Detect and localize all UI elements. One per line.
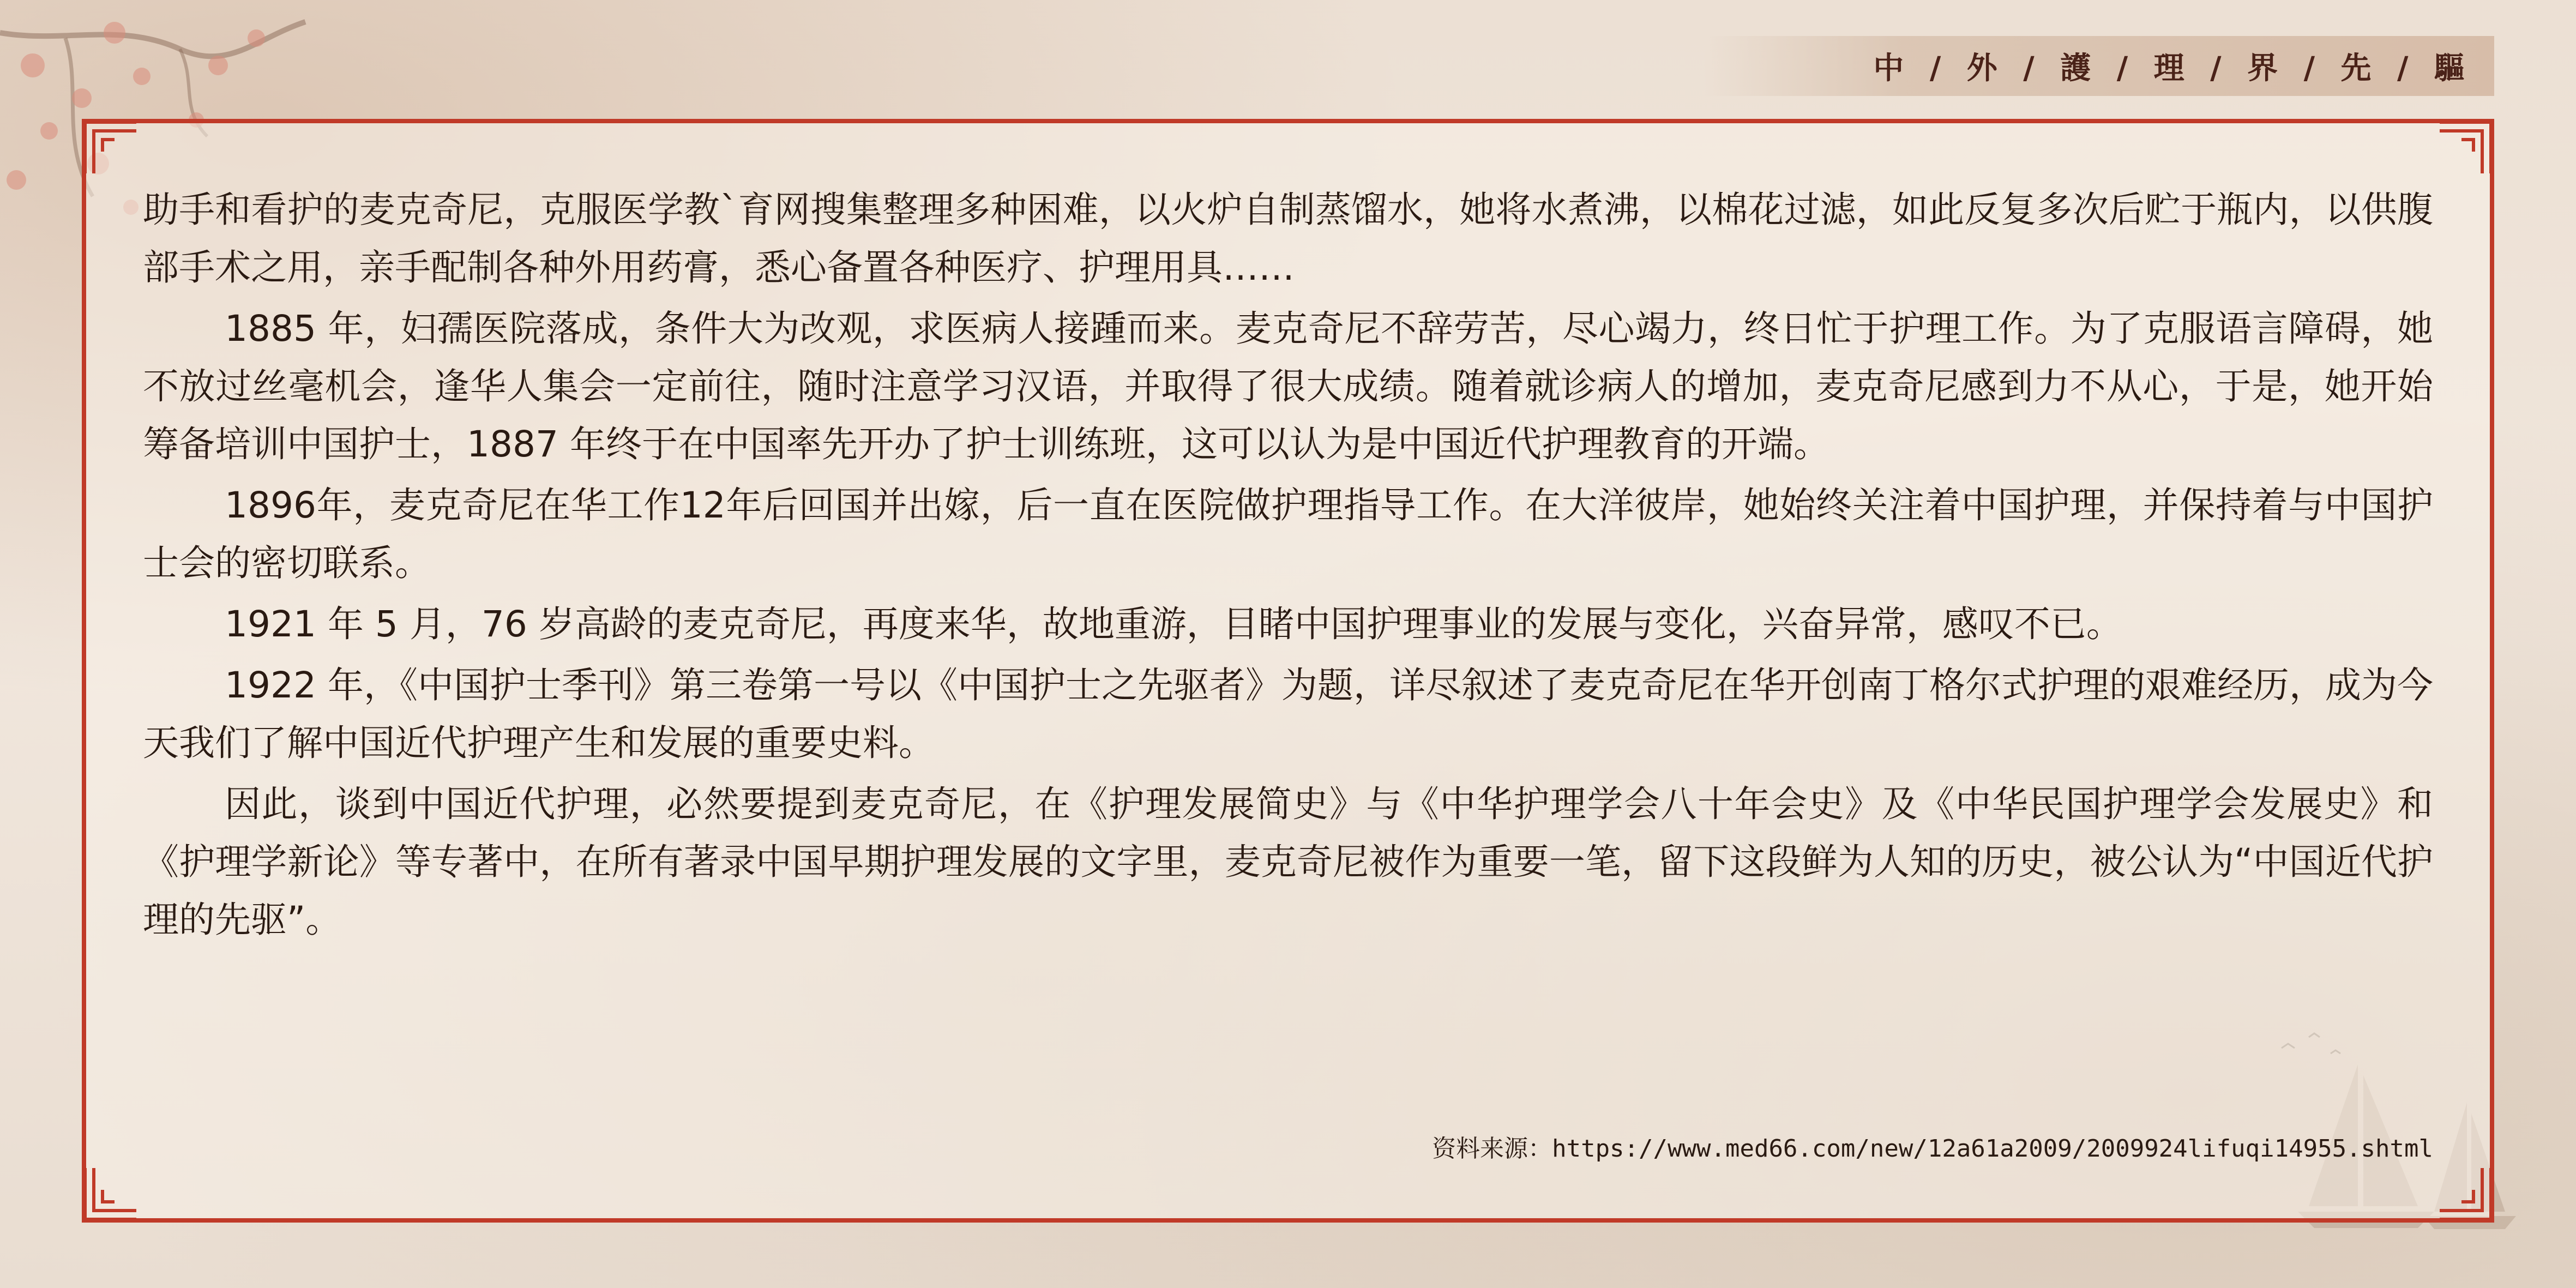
frame-corner-ornament xyxy=(2434,1163,2494,1223)
paragraph: 因此，谈到中国近代护理，必然要提到麦克奇尼，在《护理发展简史》与《中华护理学会八十年会史》及《中华民国护理学会发展史》和《护理学新论》等专著中，在所有著录中国早期护理发展的文字里，麦克奇尼被作为重要一笔，留下这段鲜为人知的历史，被公认为“中国近代护理的先驱”。 xyxy=(143,783,2433,941)
header-band xyxy=(1704,36,2494,96)
frame-corner-ornament xyxy=(82,1163,142,1223)
paragraph: 1885 年，妇孺医院落成，条件大为改观，求医病人接踵而来。麦克奇尼不辞劳苦，尽心竭力，终日忙于护理工作。为了克服语言障碍，她不放过丝毫机会，逢华人集会一定前往，随时注意学习汉语，并取得了很大成绩。随着就诊病人的增加，麦克奇尼感到力不从心，于是，她开始筹备培训中国护士，1887 年终于在中国率先开办了护士训练班，这可以认为是中国近代护理教育的开端。 xyxy=(143,308,2433,465)
paragraph: 1921 年 5 月，76 岁高龄的麦克奇尼，再度来华，故地重游，目睹中国护理事业的发展与变化，兴奋异常，感叹不已。 xyxy=(225,603,2122,645)
source-citation: 资料来源：https://www.med66.com/new/12a61a2009/2009924lifuqi14955.shtml xyxy=(1432,1135,2433,1163)
header-title: 中 / 外 / 護 / 理 / 界 / 先 / 驅 xyxy=(1873,50,2472,86)
paragraph: 助手和看护的麦克奇尼，克服医学教`育网搜集整理多种困难，以火炉自制蒸馏水，她将水煮沸，以棉花过滤，如此反复多次后贮于瓶内，以供腹部手术之用，亲手配制各种外用药膏，悉心备置各种医疗、护理用具…… xyxy=(143,189,2433,288)
paragraph: 1922 年，《中国护士季刊》第三卷第一号以《中国护士之先驱者》为题，详尽叙述了麦克奇尼在华开创南丁格尔式护理的艰难经历，成为今天我们了解中国近代护理产生和发展的重要史料。 xyxy=(143,664,2433,764)
frame-corner-ornament xyxy=(82,119,142,179)
article-body xyxy=(143,181,2433,952)
paragraph: 1896年，麦克奇尼在华工作12年后回国并出嫁，后一直在医院做护理指导工作。在大洋彼岸，她始终关注着中国护理，并保持着与中国护士会的密切联系。 xyxy=(143,484,2433,584)
frame-corner-ornament xyxy=(2434,119,2494,179)
